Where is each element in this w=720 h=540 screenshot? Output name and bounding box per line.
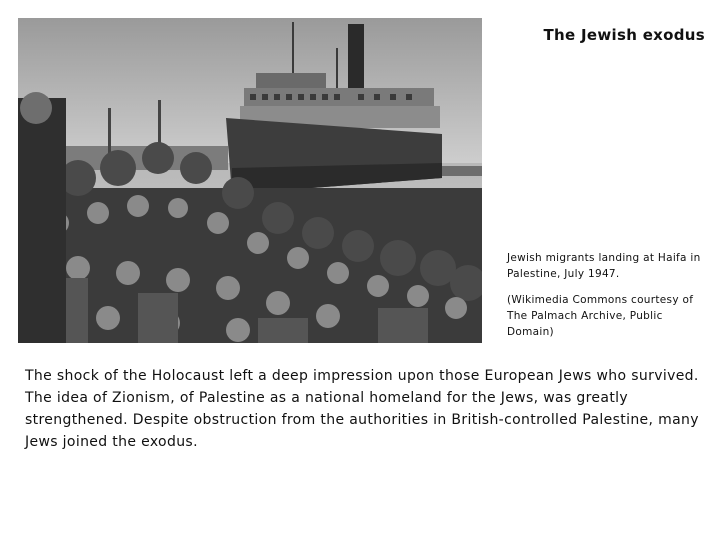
body-paragraph: The shock of the Holocaust left a deep impression upon those European Jews who survived. The idea of Zionism, of Palestine as a national homeland for the Jews, was greatly strengthened. Despite obstruction from the authorities in British-controlled Palestine, many Jews joined the exodus. xyxy=(25,368,699,450)
photo-caption xyxy=(507,250,707,350)
historical-photo xyxy=(18,18,482,343)
caption-description: Jewish migrants landing at Haifa in Palestine, July 1947. xyxy=(507,252,701,280)
caption-credit: (Wikimedia Commons courtesy of The Palmach Archive, Public Domain) xyxy=(507,294,694,338)
slide-title: The Jewish exodus xyxy=(543,26,705,44)
photo-illustration xyxy=(18,18,482,343)
